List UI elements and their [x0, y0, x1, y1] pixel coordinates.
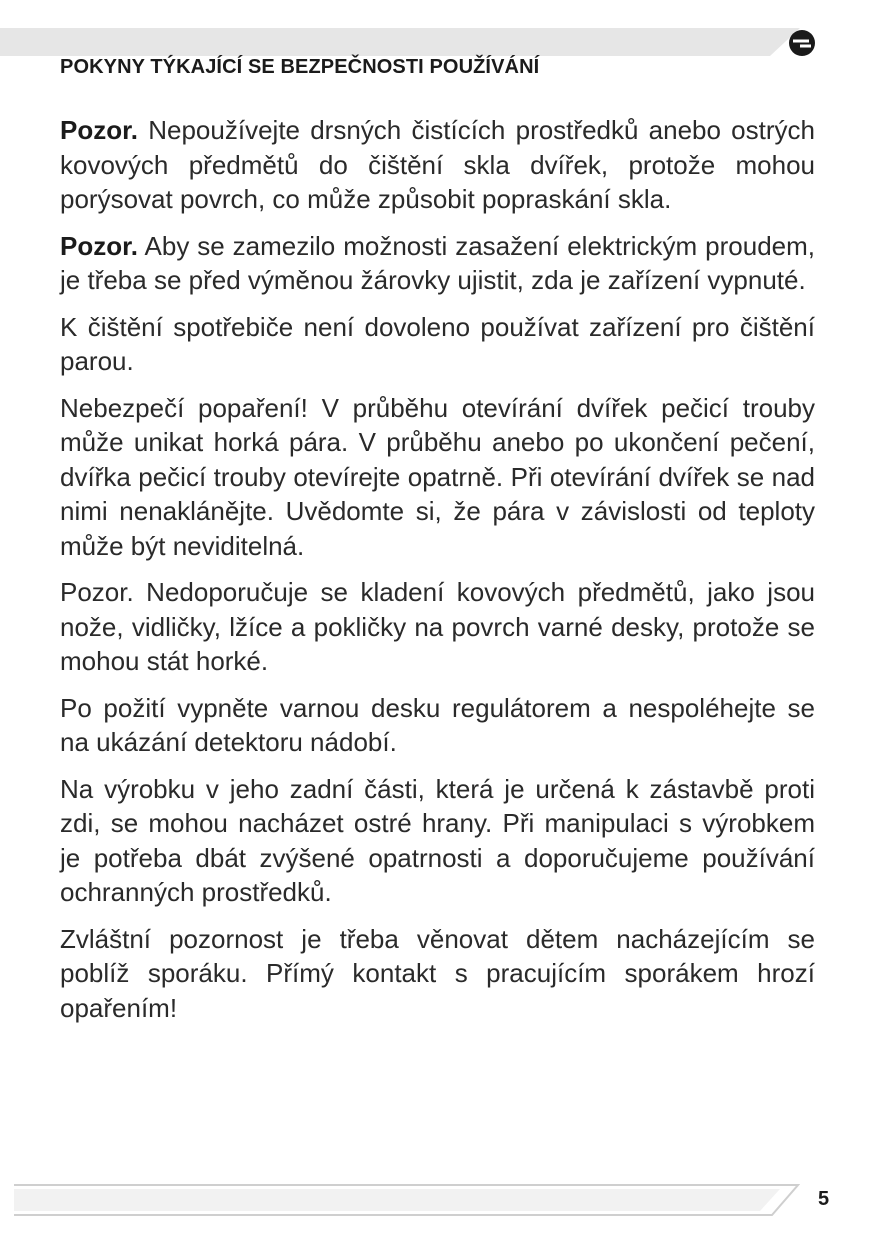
paragraph-text: Pozor. Nedoporučuje se kladení kovových předmětů, jako jsou nože, vidličky, lžíce a pokličky na povrch varné desky, protože se mohou stát horké.: [60, 577, 815, 676]
warning-label: Pozor.: [60, 115, 139, 145]
paragraph: [60, 229, 815, 298]
paragraph: [60, 922, 815, 1026]
paragraph-text: Zvláštní pozornost je třeba věnovat dětem nacházejícím se poblíž sporáku. Přímý kontakt s pracujícím sporákem hrozí opařením!: [60, 923, 815, 1023]
paragraph: [60, 772, 815, 910]
page-number: 5: [818, 1188, 830, 1210]
paragraph-text: Aby se zamezilo možnosti zasažení elektrickým proudem, je třeba se před výměnou žárovky ujistit, zda je zařízení vypnuté.: [60, 230, 815, 295]
safety-instructions: [60, 113, 815, 1037]
warning-label: Pozor.: [60, 230, 139, 261]
paragraph: [60, 310, 815, 379]
paragraph: [60, 575, 815, 679]
paragraph: [60, 113, 815, 217]
footer-band: [0, 1183, 800, 1217]
circle-arrow-icon: [788, 29, 816, 57]
header-band: [0, 28, 800, 56]
paragraph-text: Po požití vypněte varnou desku regulátorem a nespoléhejte se na ukázání detektoru nádobí.: [60, 692, 815, 757]
paragraph: [60, 691, 815, 760]
paragraph-text: K čištění spotřebiče není dovoleno používat zařízení pro čištění parou.: [60, 311, 815, 376]
paragraph-text: Nebezpečí popaření! V průběhu otevírání dvířek pečicí trouby může unikat horká pára. V průběhu anebo po ukončení pečení, dvířka pečicí trouby otevírejte opatrně. Při otevírání dvířek se nad nimi nenaklánějte. Uvědomte si, že pára v závislosti od teploty může být neviditelná.: [60, 392, 815, 561]
paragraph: [60, 391, 815, 564]
paragraph-text: Na výrobku v jeho zadní části, která je určená k zástavbě proti zdi, se mohou nacházet ostré hrany. Při manipulaci s výrobkem je potřeba dbát zvýšené opatrnosti a doporučujeme používání ochranných prostředků.: [60, 773, 815, 907]
paragraph-text: Nepoužívejte drsných čistících prostředků anebo ostrých kovových předmětů do čištění skla dvířek, protože mohou porýsovat povrch, co může způsobit popraskání skla.: [60, 115, 815, 214]
section-title: POKYNY TÝKAJÍCÍ SE BEZPEČNOSTI POUŽÍVÁNÍ: [60, 56, 540, 78]
